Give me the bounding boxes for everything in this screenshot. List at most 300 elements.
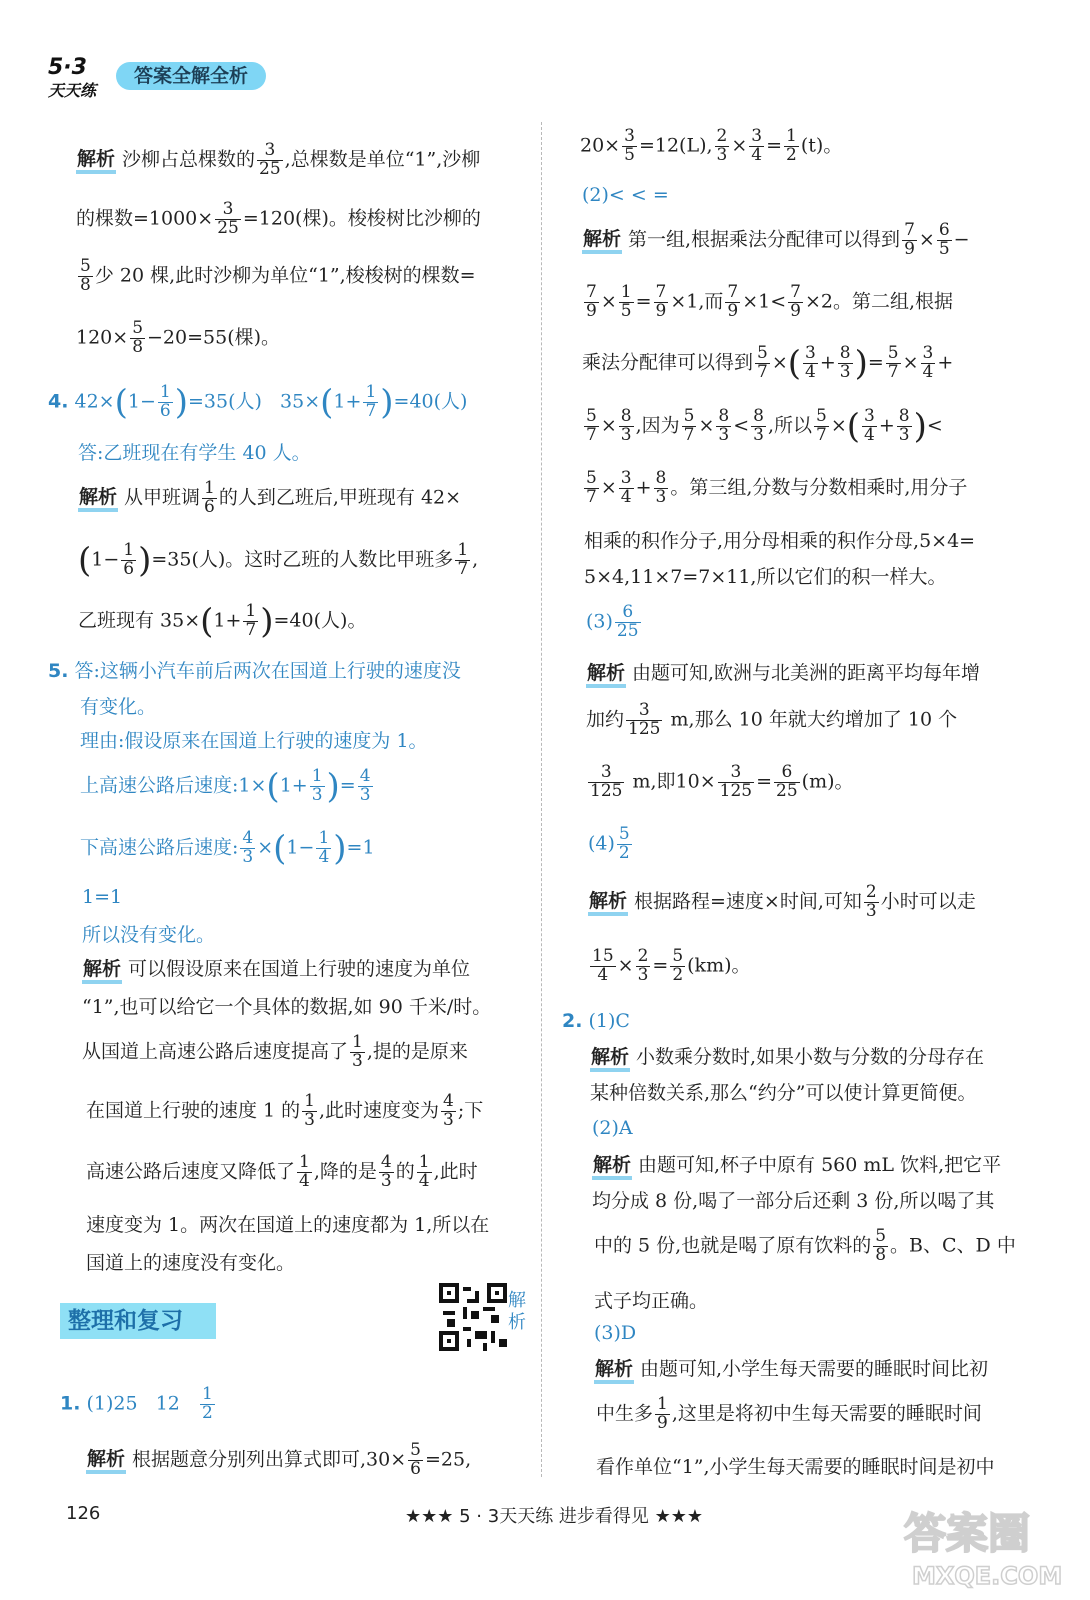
text-run: 1 (457, 540, 469, 560)
fraction (755, 345, 770, 382)
text-run: 9 (586, 300, 597, 321)
fraction (788, 284, 803, 321)
text-run: 高速公路后速度又降低了 (86, 1160, 296, 1183)
text-run: 6 (159, 400, 171, 421)
text-run: 由题可知,小学生每天需要的睡眠时间比初 (640, 1358, 989, 1380)
text-run: 5 (410, 1440, 421, 1460)
fraction (617, 826, 632, 863)
text-run: 12 (155, 1392, 180, 1415)
fraction (682, 408, 697, 445)
text-run: 答:这辆小汽车前后两次在国道上行驶的速度没 (74, 660, 461, 682)
analysis-line (78, 480, 461, 517)
text-run: 3 (380, 1170, 392, 1191)
analysis-label: 解析 (594, 1358, 634, 1384)
text-run: 125 (590, 780, 623, 801)
fraction (838, 345, 853, 382)
text-line (596, 1396, 982, 1433)
text-line (86, 1093, 483, 1130)
text-run: 中生多 (596, 1402, 654, 1425)
text-run: (1)C (588, 1010, 630, 1032)
text-run: 。B、C、D 中 (890, 1234, 1016, 1257)
text-run: 3 (865, 900, 877, 921)
text-run: 1 (304, 1091, 315, 1111)
text-run: m,那么 10 年就大约增加了 10 个 (664, 708, 958, 731)
fraction (202, 480, 217, 517)
text-run: × (600, 290, 617, 313)
question-5-line: 所以没有变化。 (82, 924, 216, 946)
text-run: 1 (311, 766, 323, 786)
fraction (158, 384, 173, 421)
fraction (379, 1154, 394, 1191)
text-run: 1 (245, 601, 257, 621)
svg-text:MXQE.COM: MXQE.COM (912, 1562, 1063, 1590)
text-run: 1+ (213, 609, 242, 632)
text-run: 第一组,根据乘法分配律可以得到 (628, 228, 901, 251)
analysis-label: 解析 (592, 1154, 632, 1180)
text-run: 3 (751, 126, 763, 146)
analysis-line (82, 954, 470, 981)
analysis-line (86, 1442, 471, 1479)
fraction (78, 258, 93, 295)
analysis-line (588, 884, 976, 921)
text-run: 3 (922, 343, 934, 363)
fraction (636, 948, 651, 985)
text-run: 5 (624, 144, 635, 165)
fraction (130, 320, 145, 357)
text-run: ,因为 (635, 414, 680, 437)
text-run: + (937, 351, 954, 374)
text-run: 3 (637, 964, 649, 985)
text-run: 5 (938, 238, 950, 259)
text-run: 。第三组,分数与分数相乘时,用分子 (670, 476, 968, 499)
bracket: ) (326, 766, 340, 807)
text-run: 4 (620, 486, 632, 507)
text-run: =35(人) (187, 390, 262, 413)
bracket: ( (787, 343, 802, 384)
text-run: ×1< (742, 290, 787, 313)
text-run: = (756, 770, 773, 793)
bracket: ) (854, 343, 868, 384)
text-run: 2 (786, 144, 797, 165)
text-run: 7 (887, 361, 899, 382)
text-run: 4 (922, 361, 934, 382)
bracket: ) (138, 540, 152, 581)
text-line: “1”,也可以给它一个具体的数据,如 90 千米/时。 (82, 996, 492, 1018)
text-run: 2 (618, 842, 630, 863)
text-run: 3 (620, 424, 632, 445)
text-run: 3 (620, 468, 632, 488)
text-run: 上高速公路后速度:1× (80, 774, 267, 797)
text-run: 5 (683, 406, 695, 426)
text-run: 4 (805, 361, 816, 382)
text-run: 由题可知,欧洲与北美洲的距离平均每年增 (632, 662, 981, 684)
bracket: ( (200, 601, 214, 642)
fraction (873, 1228, 888, 1265)
fraction (588, 764, 624, 801)
text-run: 20× (580, 134, 621, 157)
sub-answer: (3)D (594, 1322, 637, 1344)
text-run: 8 (132, 336, 144, 357)
sub-answer-2: (2)< < = (582, 184, 669, 206)
text-run: 4 (418, 1170, 430, 1191)
analysis-line (76, 142, 480, 179)
text-run: 乘法分配律可以得到 (582, 351, 754, 374)
text-run: 9 (655, 300, 667, 321)
fraction (654, 284, 669, 321)
text-run: 2 (716, 126, 728, 146)
text-run: 1 (299, 1152, 310, 1172)
question-4-answer: 答:乙班现在有学生 40 人。 (78, 442, 311, 464)
text-line (582, 470, 967, 507)
text-run: ×1,而 (670, 290, 724, 313)
text-run: 3 (716, 144, 728, 165)
text-run: × (257, 836, 274, 859)
qr-code-icon[interactable] (439, 1283, 507, 1351)
fraction (886, 345, 901, 382)
text-run: 4 (380, 1152, 392, 1172)
text-run: 5 (586, 468, 597, 488)
fraction (937, 222, 952, 259)
text-run: −20=55(棵)。 (147, 326, 281, 349)
fraction (814, 408, 829, 445)
text-line: 相乘的积作分子,用分母相乘的积作分母,5×4= (584, 530, 976, 552)
text-run: 乙班现有 35× (78, 609, 201, 632)
fraction (243, 603, 258, 640)
text-run: 1 (123, 540, 135, 560)
text-run: ,此时速度变为 (319, 1099, 440, 1122)
fraction (257, 142, 283, 179)
bracket: ( (846, 406, 861, 447)
text-run: 3 (805, 343, 816, 363)
text-line (582, 408, 943, 445)
bracket: ) (913, 406, 927, 447)
fraction (297, 1154, 312, 1191)
text-run: 1+ (279, 774, 308, 797)
fraction (302, 1093, 317, 1130)
fraction (751, 408, 766, 445)
text-run: = (339, 774, 356, 797)
fraction (774, 764, 800, 801)
question-5-line (80, 830, 375, 867)
fraction (584, 284, 599, 321)
text-run: 5 (887, 343, 899, 363)
page-number: 126 (66, 1503, 101, 1524)
text-run: 1 (786, 126, 797, 146)
text-run: 的人到乙班后,甲班现有 42× (218, 486, 462, 509)
text-run: 120× (76, 326, 129, 349)
fraction (784, 128, 799, 165)
text-run: 3 (588, 764, 624, 783)
text-run: × (902, 351, 919, 374)
text-run: 根据题意分别列出算式即可,30× (132, 1448, 407, 1471)
analysis-line (592, 1150, 1001, 1177)
text-run: 1 (318, 828, 330, 848)
text-run: 5 (757, 343, 768, 363)
text-run: (3) (586, 610, 613, 633)
text-line (580, 128, 842, 165)
text-run: 7 (757, 361, 768, 382)
text-run: (1)25 (86, 1392, 138, 1415)
text-run: 35× (280, 390, 321, 413)
text-line (82, 1034, 468, 1071)
text-run: = (867, 351, 884, 374)
question-4-line (48, 384, 467, 421)
text-run: =40(人) (393, 390, 468, 413)
text-run: 1− (91, 548, 120, 571)
text-run: 7 (904, 220, 915, 240)
text-run: = (635, 290, 652, 313)
text-run: 1 (159, 382, 171, 402)
fraction (864, 884, 879, 921)
text-run: 4 (443, 1091, 454, 1111)
fraction (718, 764, 754, 801)
fraction (121, 542, 136, 579)
fraction (725, 284, 740, 321)
analysis-label: 解析 (78, 486, 118, 512)
fraction (716, 408, 731, 445)
text-run: 25 (259, 158, 281, 179)
text-run: × (731, 134, 748, 157)
text-run: 1 (657, 1394, 668, 1414)
text-run: 小数乘分数时,如果小数与分数的分母存在 (636, 1046, 985, 1068)
text-run: ,总棵数是单位“1”,沙柳 (284, 148, 481, 171)
text-run: 1 (365, 382, 377, 402)
fraction (240, 830, 255, 867)
text-run: 从甲班调 (124, 486, 201, 509)
text-run: 5 (875, 1226, 887, 1246)
text-run: 3 (352, 1050, 363, 1071)
text-run: (m)。 (801, 770, 854, 793)
text-run: 4 (318, 846, 330, 867)
text-run: 3 (242, 846, 254, 867)
sub-answer-3 (586, 604, 643, 641)
text-run: 25 (217, 217, 239, 238)
text-run: ;下 (457, 1099, 484, 1122)
text-run: 3 (839, 361, 851, 382)
text-run: 125 (719, 780, 753, 801)
text-run: 根据路程=速度×时间,可知 (634, 890, 862, 913)
text-run: − (953, 228, 970, 251)
text-run: 5 (618, 824, 630, 844)
text-run: =1 (346, 836, 375, 859)
text-run: 6 (123, 558, 135, 579)
fraction (584, 408, 599, 445)
text-run: (t)。 (800, 134, 843, 157)
text-run: 2 (672, 964, 684, 985)
text-run: 2 (637, 946, 649, 966)
text-run: 2. (562, 1010, 583, 1032)
text-run: 4 (299, 1170, 310, 1191)
analysis-label: 解析 (582, 228, 622, 254)
text-run: + (635, 476, 652, 499)
text-run: 15 (592, 946, 614, 966)
bracket: ) (174, 382, 188, 423)
text-run: + (819, 351, 836, 374)
text-run: 3 (753, 424, 764, 445)
text-run: =25, (424, 1448, 472, 1471)
svg-text:5·3: 5·3 (48, 55, 87, 80)
text-run: 3 (898, 424, 910, 445)
text-run: 1 (204, 478, 215, 498)
question-2-line (562, 1010, 630, 1032)
text-run: 8 (80, 274, 91, 295)
fraction (619, 284, 634, 321)
bracket: ( (320, 382, 334, 423)
text-run: ×2。第二组,根据 (804, 290, 954, 313)
text-run: 4 (242, 828, 254, 848)
text-run: 5. (48, 660, 69, 682)
text-run: 8 (898, 406, 910, 426)
bracket: ( (273, 828, 287, 869)
text-run: 2 (202, 1402, 213, 1423)
text-run: 4 (864, 424, 875, 445)
analysis-label: 解析 (590, 1046, 630, 1072)
text-run: 3 (655, 486, 667, 507)
fraction (803, 345, 818, 382)
text-run: =12(L), (638, 134, 713, 157)
text-line (594, 1228, 1016, 1265)
text-run: 3 (718, 424, 730, 445)
text-run: 9 (790, 300, 801, 321)
question-5-reason: 理由:假设原来在国道上行驶的速度为 1。 (80, 730, 428, 752)
section-title: 整理和复习 (60, 1303, 216, 1339)
text-line: 国道上的速度没有变化。 (86, 1252, 296, 1274)
text-run: 3 (311, 784, 323, 805)
text-run: 3 (718, 764, 754, 783)
text-run: 7 (586, 424, 597, 445)
text-run: 下高速公路后速度: (80, 836, 239, 859)
text-line (582, 284, 953, 321)
text-run: 7 (457, 558, 469, 579)
text-run: ,降的是 (313, 1160, 377, 1183)
text-run: 从国道上高速公路后速度提高了 (82, 1040, 349, 1063)
text-run: 9 (727, 300, 739, 321)
text-run: 5 (816, 406, 827, 426)
text-run: ,所以 (767, 414, 812, 437)
text-run: 4 (751, 144, 763, 165)
text-line (76, 201, 481, 238)
fraction (670, 948, 685, 985)
text-run: 加约 (586, 708, 625, 731)
text-run: 8 (620, 406, 632, 426)
text-run: (km)。 (687, 954, 751, 977)
text-run: 7 (790, 282, 801, 302)
text-run: 42× (74, 390, 115, 413)
text-run: 1+ (333, 390, 362, 413)
text-run: 小时可以走 (880, 890, 976, 913)
qr-label: 解析 (508, 1290, 526, 1333)
text-line (582, 345, 953, 382)
text-run: 7 (727, 282, 739, 302)
fraction (590, 948, 616, 985)
text-run: 可以假设原来在国道上行驶的速度为单位 (128, 958, 471, 980)
text-run: 沙柳占总棵数的 (122, 148, 256, 171)
fraction (358, 768, 373, 805)
text-line (76, 258, 476, 295)
text-run: 1 (418, 1152, 430, 1172)
fraction (350, 1034, 365, 1071)
column-divider (541, 122, 542, 1477)
text-run: 9 (904, 238, 915, 259)
fraction (408, 1442, 423, 1479)
text-run: 由题可知,杯子中原有 560 mL 饮料,把它平 (638, 1154, 1002, 1176)
header-tab: 答案全解全析 (116, 62, 266, 90)
fraction (215, 201, 241, 238)
text-run: 6 (410, 1458, 421, 1479)
text-run: 3 (215, 201, 241, 220)
text-run: =120(棵)。梭梭树比沙柳的 (242, 207, 481, 230)
sub-answer: (2)A (592, 1117, 633, 1139)
fraction (615, 604, 641, 641)
text-run: 少 20 棵,此时沙柳为单位“1”,梭梭树的棵数= (94, 264, 476, 287)
text-run: × (600, 414, 617, 437)
text-run: = (652, 954, 669, 977)
text-run: 8 (655, 468, 667, 488)
text-run: 的棵数=1000× (76, 207, 214, 230)
text-run: , (472, 548, 479, 571)
text-run: 3 (624, 126, 635, 146)
text-run: (4) (588, 832, 615, 855)
text-run: 6 (938, 220, 950, 240)
text-run: 3 (359, 784, 371, 805)
text-run: 1− (127, 390, 156, 413)
text-run: ,这里是将初中生每天需要的睡眠时间 (671, 1402, 982, 1425)
text-run: × (698, 414, 715, 437)
text-run: 25 (616, 620, 639, 641)
fraction (655, 1396, 670, 1433)
text-run: 在国道上行驶的速度 1 的 (86, 1099, 301, 1122)
text-run: 7 (683, 424, 695, 445)
text-line (586, 702, 957, 739)
text-line: 某种倍数关系,那么“约分”可以使计算更简便。 (590, 1082, 977, 1104)
fraction (897, 408, 912, 445)
text-run: 8 (753, 406, 764, 426)
text-run: 2 (865, 882, 877, 902)
text-run: 125 (628, 718, 661, 739)
question-5-line: 有变化。 (80, 696, 157, 718)
text-run: × (918, 228, 935, 251)
analysis-line (594, 1354, 988, 1381)
analysis-line (582, 222, 970, 259)
text-run: 25 (776, 780, 798, 801)
text-line: 均分成 8 份,喝了一部分后还剩 3 份,所以喝了其 (592, 1190, 995, 1212)
text-run: 1 (620, 282, 632, 302)
fraction (619, 470, 634, 507)
text-run: 8 (839, 343, 851, 363)
text-run: =35(人)。这时乙班的人数比甲班多 (151, 548, 454, 571)
text-run: 8 (718, 406, 730, 426)
text-run: 3 (443, 1109, 454, 1130)
sub-answer-4 (588, 826, 634, 863)
text-run: 5 (80, 256, 91, 276)
fraction (363, 384, 378, 421)
fraction (584, 470, 599, 507)
fraction (921, 345, 936, 382)
watermark-logo (898, 1496, 1068, 1592)
text-run: 3 (304, 1109, 315, 1130)
text-run: 9 (657, 1412, 668, 1433)
fraction (626, 702, 662, 739)
analysis-line (586, 658, 980, 685)
text-run: 7 (816, 424, 827, 445)
text-run: 7 (365, 400, 377, 421)
bracket: ) (260, 601, 274, 642)
bracket: ) (380, 382, 394, 423)
text-run: × (617, 954, 634, 977)
fraction (622, 128, 637, 165)
fraction (619, 408, 634, 445)
fraction (654, 470, 669, 507)
